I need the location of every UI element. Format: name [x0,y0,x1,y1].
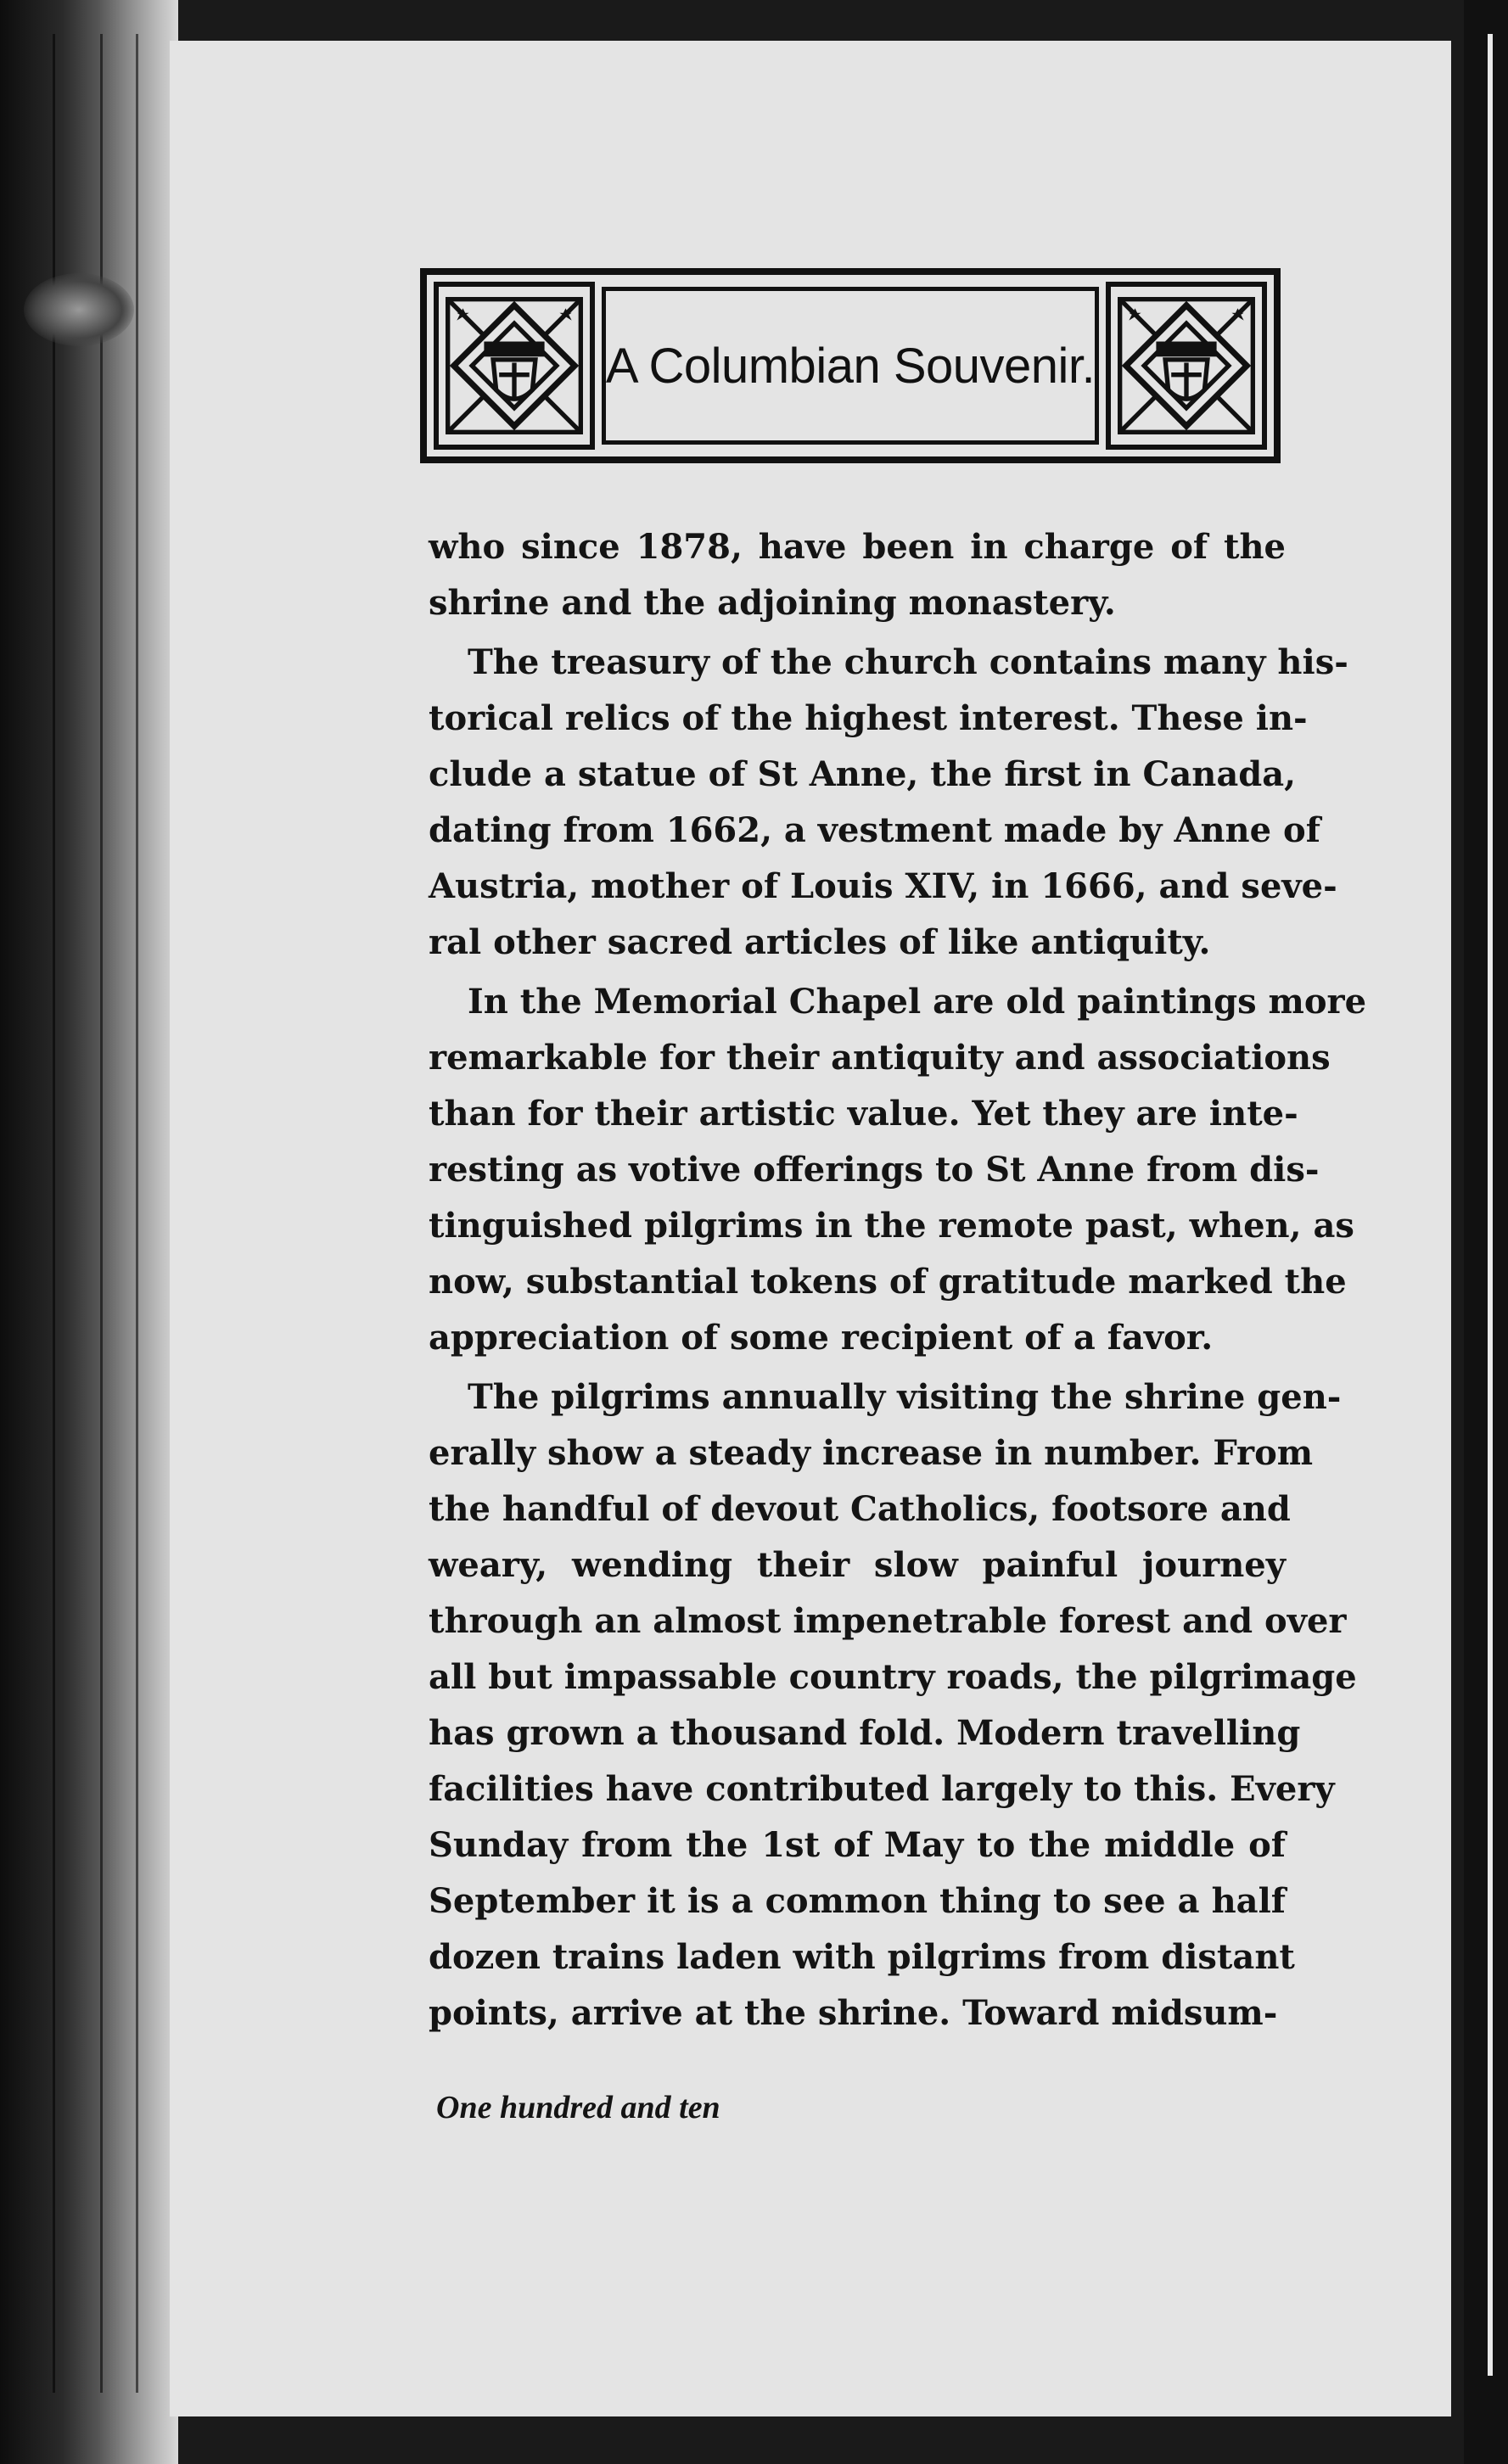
binding-shadow [53,34,55,2393]
text-line: September it is a common thing to see a half [429,1881,1286,1921]
paragraph [429,974,1367,1366]
emblem-icon-graphic [439,287,590,445]
text-line: who since 1878, have been in charge of the [429,527,1286,567]
body-text [429,519,1367,2045]
text-line: remarkable for their antiquity and associations [429,1038,1331,1078]
text-line: ral other sacred articles of like antiquity. [429,922,1211,962]
page-number: One hundred and ten [436,2090,720,2125]
paragraph-list [429,519,1367,2041]
text-line: Austria, mother of Louis XIV, in 1666, and seve- [429,866,1337,906]
text-line: The pilgrims annually visiting the shrine gen- [468,1377,1342,1417]
text-line: erally show a steady increase in number. From [429,1433,1314,1473]
paragraph [429,635,1348,971]
scan-smudge [24,273,134,346]
text-line: points, arrive at the shrine. Toward midsum- [429,1993,1278,2033]
text-line: all but impassable country roads, the pilgrimage [429,1657,1357,1697]
text-line: In the Memorial Chapel are old paintings more [468,982,1367,1022]
text-line: tinguished pilgrims in the remote past, when, as [429,1206,1354,1246]
binding-shadow [136,34,138,2393]
text-line: dating from 1662, a vestment made by Anne of [429,810,1320,850]
emblem-icon [1106,282,1267,450]
text-line: now, substantial tokens of gratitude marked the [429,1262,1347,1302]
page-edge [1464,0,1508,2464]
header-title: A Columbian Souvenir. [605,338,1096,394]
binding-shadow [100,34,103,2393]
paragraph [429,519,1286,631]
text-line: weary, wending their slow painful journey [429,1545,1286,1585]
page-edge-line [1488,34,1493,2376]
text-line: The treasury of the church contains many his- [468,642,1348,682]
emblem-icon-graphic [1111,287,1262,445]
text-line: torical relics of the highest interest. These in- [429,698,1308,738]
text-line: Sunday from the 1st of May to the middle of [429,1825,1286,1865]
text-line: shrine and the adjoining monastery. [429,583,1116,623]
book-binding [0,0,178,2464]
text-line: the handful of devout Catholics, footsore and [429,1489,1291,1529]
text-line: than for their artistic value. Yet they are inte- [429,1094,1298,1134]
text-line: has grown a thousand fold. Modern travelling [429,1713,1301,1753]
text-line: appreciation of some recipient of a favor. [429,1318,1214,1358]
text-line: facilities have contributed largely to this. Every [429,1769,1335,1809]
text-line: resting as votive offerings to St Anne from dis- [429,1150,1320,1190]
text-line: clude a statue of St Anne, the first in Canada, [429,754,1297,794]
header-title-box [602,287,1099,445]
text-line: dozen trains laden with pilgrims from distant [429,1937,1295,1977]
page-header-banner [420,268,1281,463]
emblem-icon [434,282,595,450]
text-line: through an almost impenetrable forest and over [429,1601,1347,1641]
paragraph [429,1369,1357,2041]
